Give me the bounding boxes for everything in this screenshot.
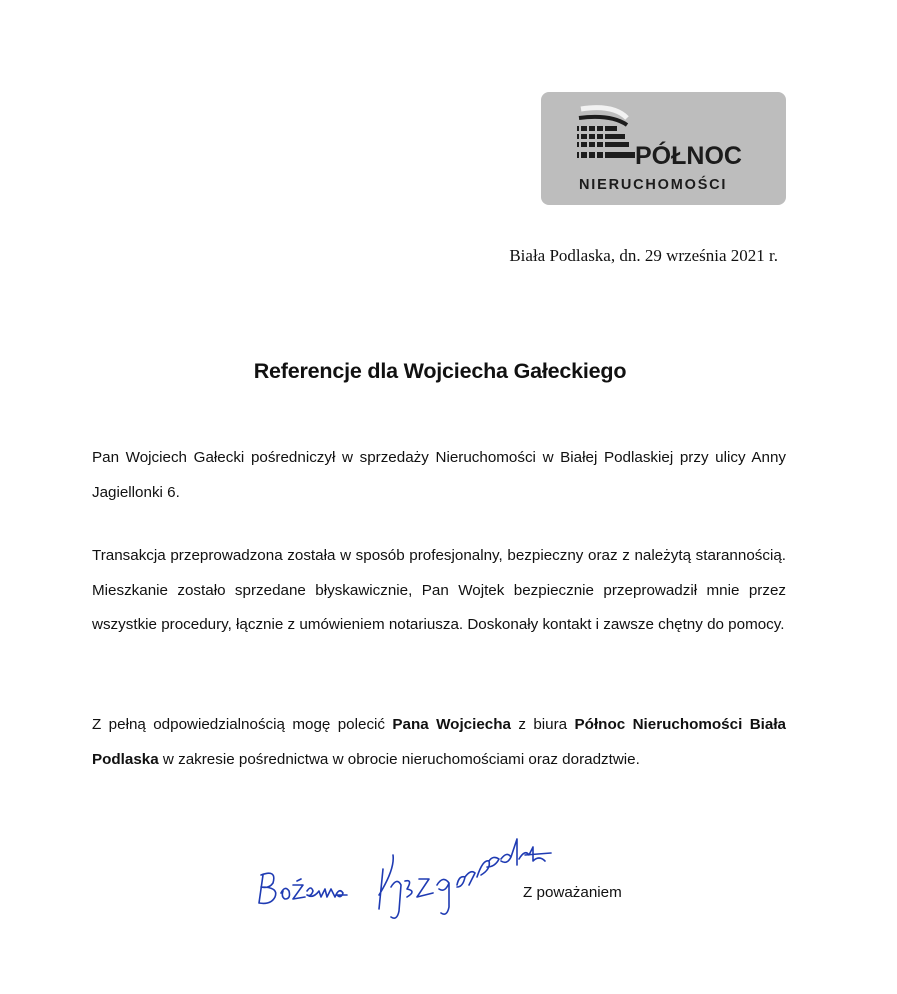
closing-text: Z poważaniem [523,884,622,901]
paragraph-3-part1: Z pełną odpowiedzialnością mogę polecić [92,716,393,733]
logo-line2: NIERUCHOMOŚCI [579,177,728,193]
paragraph-3-part2: z biura [510,716,575,733]
document-title: Referencje dla Wojciecha Gałeckiego [253,359,627,383]
logo-graphic [541,92,786,205]
paragraph-2: Transakcja przeprowadzona została w sposób profesjonalny, bezpieczny oraz z należytą starannością. Mieszkanie zostało sprzedane błyskawicznie, Pan Wojtek bezpiecznie przeprowadził mnie przez wszystkie procedury, łącznie z umówieniem notariusza. Doskonały kontakt i zawsze chętny do pomocy. [92,547,786,633]
paragraph-1: Pan Wojciech Gałecki pośredniczył w sprzedaży Nieruchomości w Białej Podlaskiej przy ulicy Anny Jagiellonki 6. [92,449,786,501]
paragraph-3-part3: w zakresie pośrednictwa w obrocie nieruchomościami oraz doradztwie. [158,750,640,768]
handwritten-signature [255,825,575,940]
logo-line1: PÓŁNOC [635,142,742,170]
company-logo [541,92,786,205]
paragraph-3-bold-name: Pana Wojciecha [392,716,511,733]
paragraph-3 [92,708,786,777]
date-line: Biała Podlaska, dn. 29 września 2021 r. [509,246,778,265]
paragraph-3-bold-office: Północ Nieruchomości Biała Podlaska [92,716,786,768]
